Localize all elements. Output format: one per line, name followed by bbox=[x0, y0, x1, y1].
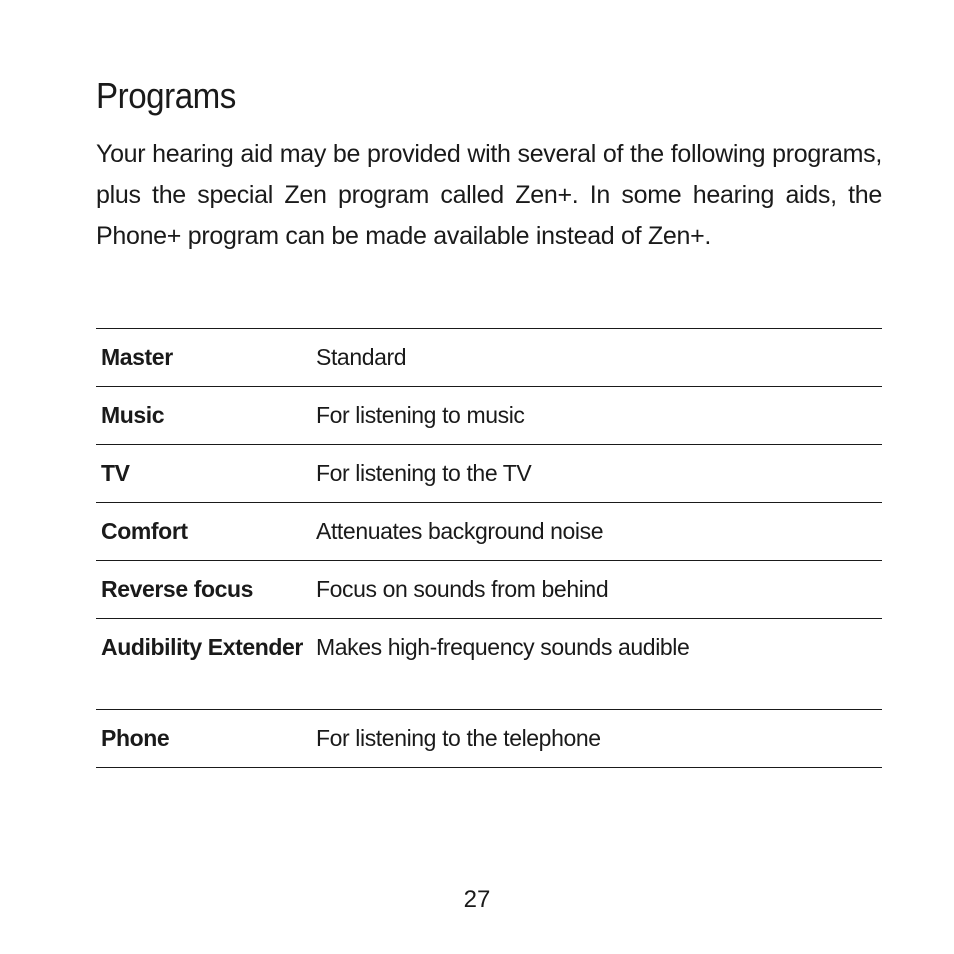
program-description: For listening to the telephone bbox=[316, 725, 601, 751]
table-row bbox=[96, 710, 882, 768]
page-number: 27 bbox=[463, 886, 491, 913]
page-content bbox=[96, 70, 882, 751]
table-row bbox=[96, 387, 882, 445]
intro-paragraph: Your hearing aid may be provided with several of the following programs, plus the special Zen program called Zen+. In some hearing aids, the Phone+ program can be made available instead of Zen+. bbox=[96, 140, 882, 250]
program-name: TV bbox=[101, 460, 130, 486]
program-description: Makes high-frequency sounds audible bbox=[316, 634, 690, 660]
table-row bbox=[96, 619, 882, 710]
program-description: Attenuates background noise bbox=[316, 518, 604, 544]
program-name: Music bbox=[101, 402, 165, 428]
table-row bbox=[96, 561, 882, 619]
program-name: Phone bbox=[101, 725, 170, 751]
programs-table bbox=[96, 328, 882, 768]
table-row bbox=[96, 445, 882, 503]
program-description: For listening to music bbox=[316, 402, 525, 428]
program-name: Master bbox=[101, 344, 173, 370]
table-row bbox=[96, 329, 882, 387]
program-description: Standard bbox=[316, 344, 407, 370]
table-row bbox=[96, 503, 882, 561]
program-description: Focus on sounds from behind bbox=[316, 576, 609, 602]
program-name: Audibility Extender bbox=[101, 634, 303, 660]
program-name: Reverse focus bbox=[101, 576, 254, 602]
program-description: For listening to the TV bbox=[316, 460, 532, 486]
page-title: Programs bbox=[96, 75, 236, 116]
program-name: Comfort bbox=[101, 518, 188, 544]
